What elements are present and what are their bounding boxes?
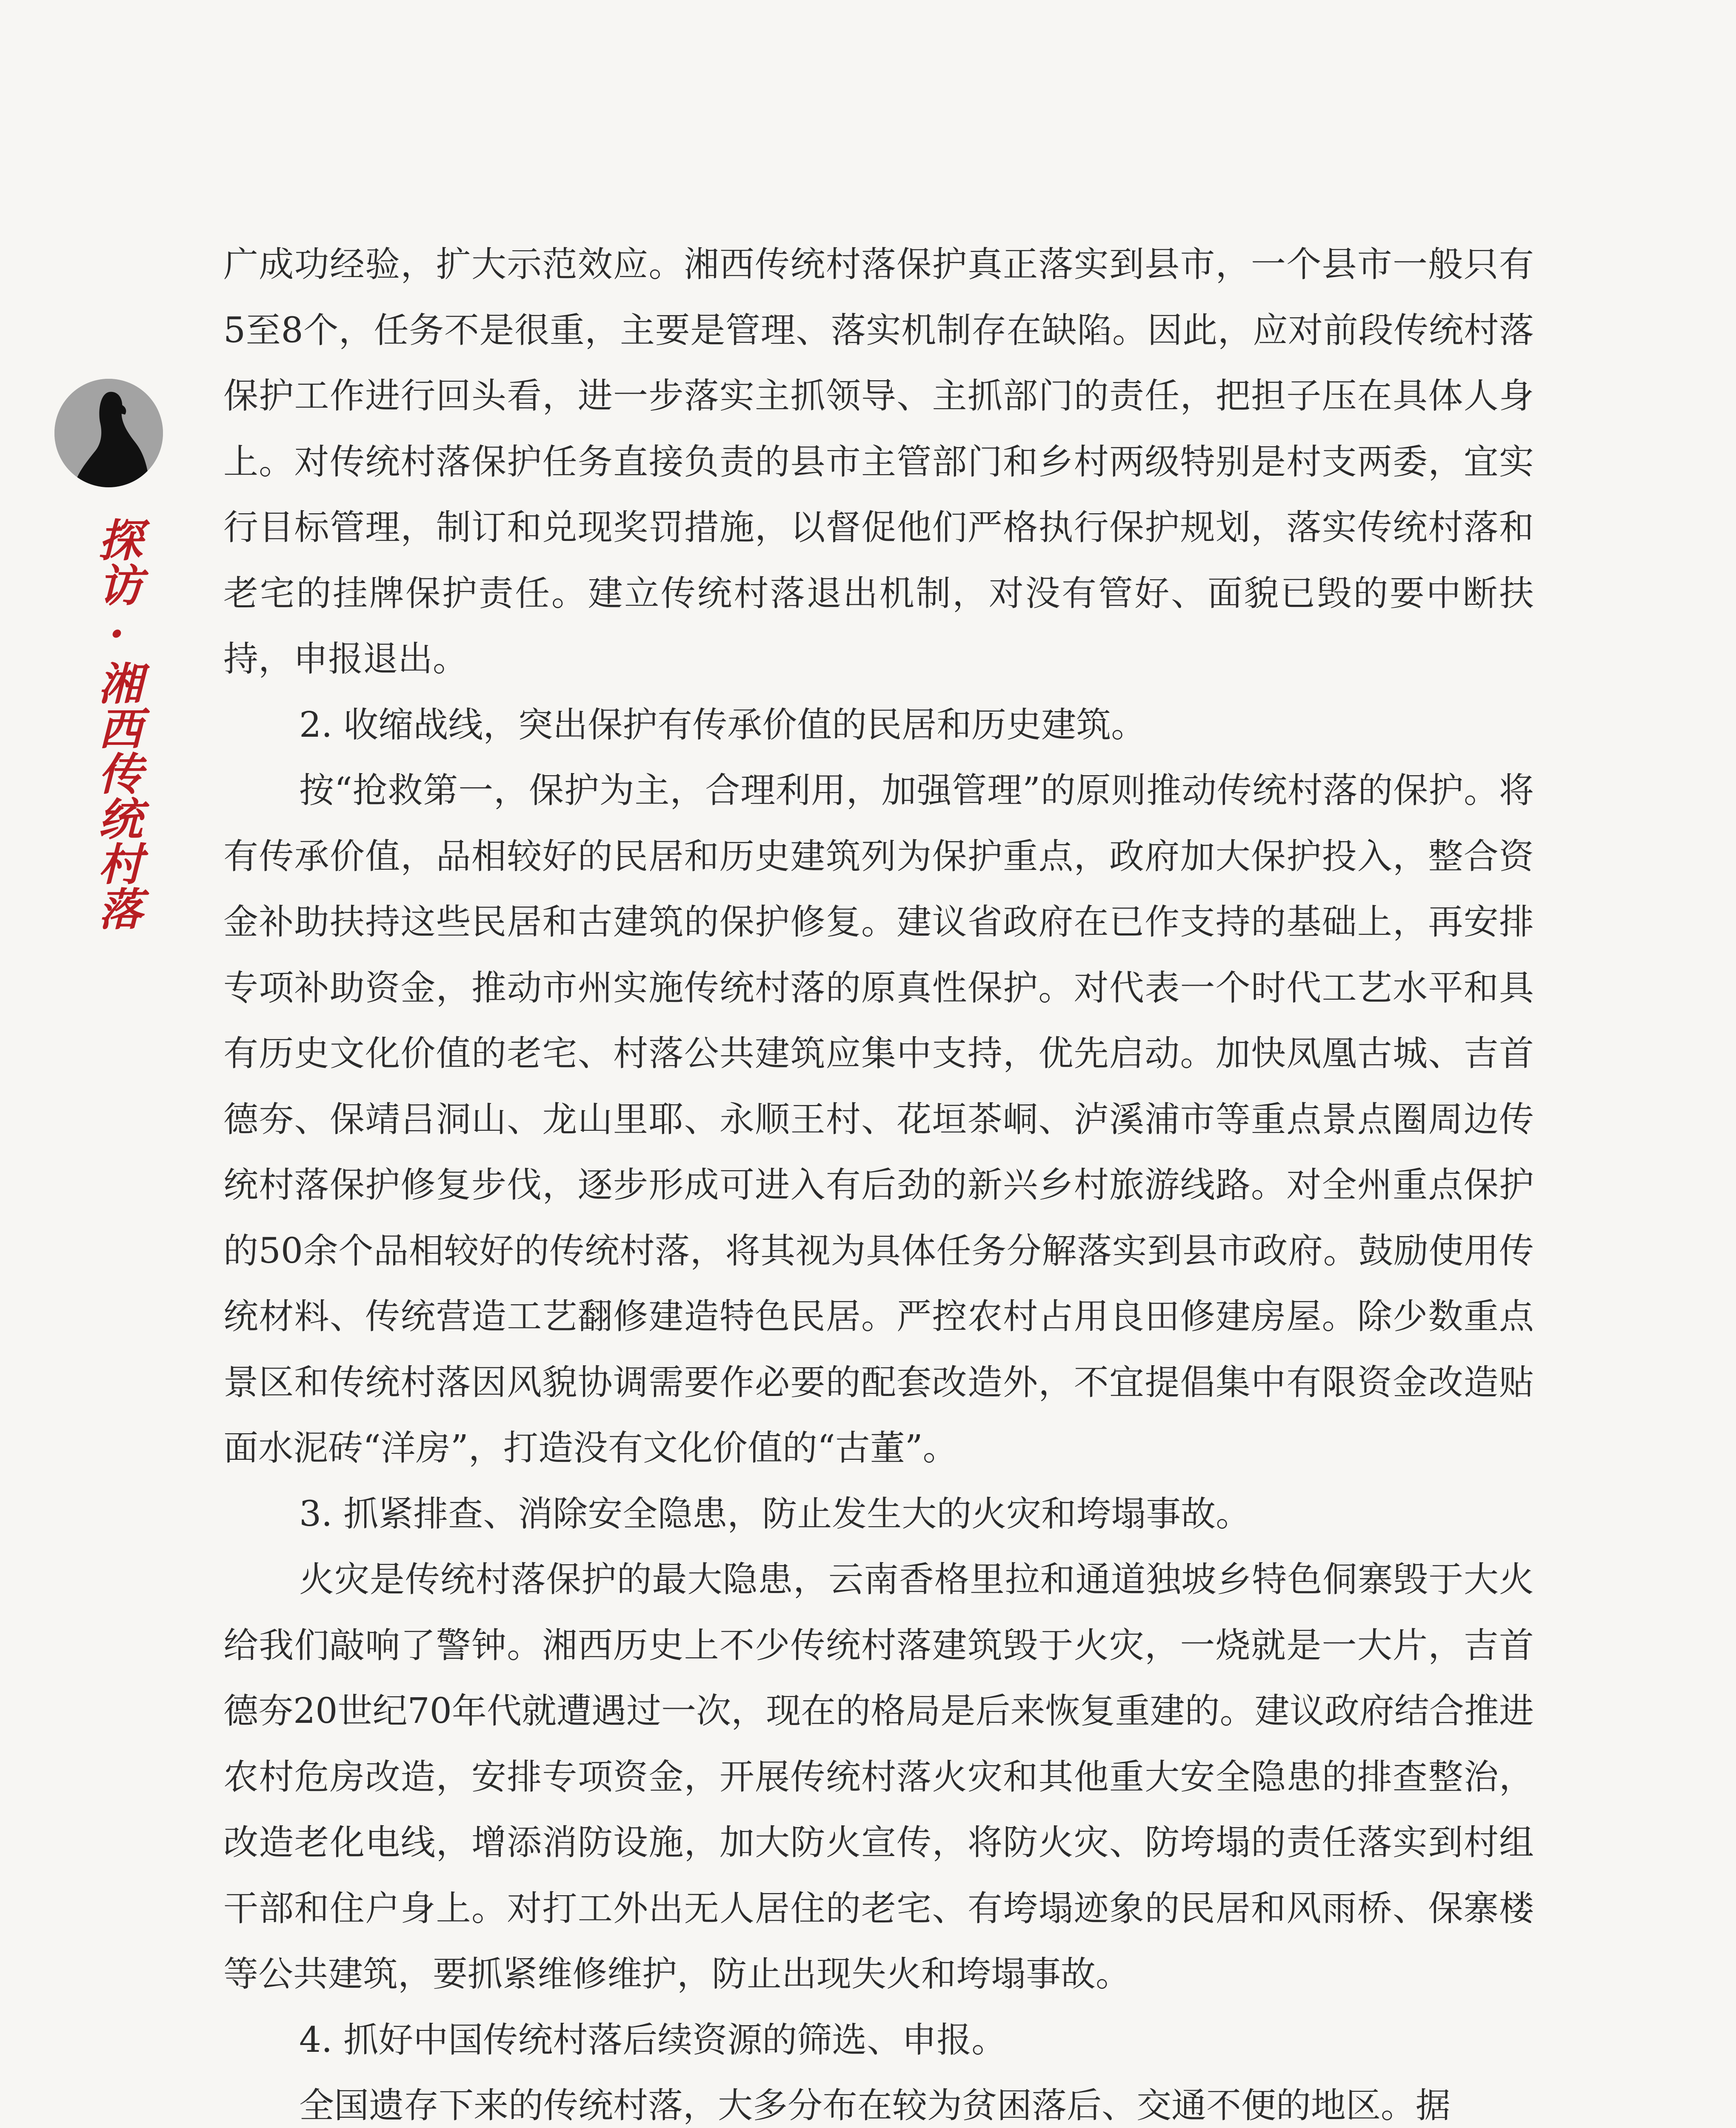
paragraph-continued: 广成功经验，扩大示范效应。湘西传统村落保护真正落实到县市，一个县市一般只有5至8个，任务不是很重，主要是管理、落实机制存在缺陷。因此，应对前段传统村落保护工作进行回头看，进一步落实主抓领导、主抓部门的责任，把担子压在具体人身上。对传统村落保护任务直接负责的县市主管部门和乡村两级特别是村支两委，宜实行目标管理，制订和兑现奖罚措施，以督促他们严格执行保护规划，落实传统村落和老宅的挂牌保护责任。建立传统村落退出机制，对没有管好、面貌已毁的要中断扶持，申报退出。 xyxy=(223,244,1534,679)
silhouette-portrait-icon xyxy=(54,379,163,487)
paragraph: 火灾是传统村落保护的最大隐患，云南香格里拉和通道独坡乡特色侗寨毁于大火给我们敲响了警钟。湘西历史上不少传统村落建筑毁于火灾，一烧就是一大片，吉首德夯20世纪70年代就遭遇过一次，现在的格局是后来恢复重建的。建议政府结合推进农村危房改造，安排专项资金，开展传统村落火灾和其他重大安全隐患的排查整治，改造老化电线，增添消防设施，加大防火宣传，将防火灾、防垮塌的责任落实到村组干部和住户身上。对打工外出无人居住的老宅、有垮塌迹象的民居和风雨桥、保寨楼等公共建筑，要抓紧维修维护，防止出现失火和垮塌事故。 xyxy=(223,1559,1534,1994)
book-title-vertical: 探访·湘西传统村落 xyxy=(91,517,143,931)
section-heading-3: 3. 抓紧排查、消除安全隐患，防止发生大的火灾和垮塌事故。 xyxy=(299,1493,1251,1534)
body-text xyxy=(223,232,1534,2128)
portrait-silhouette-graphic xyxy=(54,379,163,487)
section-heading-4: 4. 抓好中国传统村落后续资源的筛选、申报。 xyxy=(299,2019,1007,2060)
paragraph: 按“抢救第一，保护为主，合理利用，加强管理”的原则推动传统村落的保护。将有传承价值，品相较好的民居和历史建筑列为保护重点，政府加大保护投入，整合资金补助扶持这些民居和古建筑的保护修复。建议省政府在已作支持的基础上，再安排专项补助资金，推动市州实施传统村落的原真性保护。对代表一个时代工艺水平和具有历史文化价值的老宅、村落公共建筑应集中支持，优先启动。加快凤凰古城、吉首德夯、保靖吕洞山、龙山里耶、永顺王村、花垣茶峒、泸溪浦市等重点景点圈周边传统村落保护修复步伐，逐步形成可进入有后劲的新兴乡村旅游线路。对全州重点保护的50余个品相较好的传统村落，将其视为具体任务分解落实到县市政府。鼓励使用传统材料、传统营造工艺翻修建造特色民居。严控农村占用良田修建房屋。除少数重点景区和传统村落因风貌协调需要作必要的配套改造外，不宜提倡集中有限资金改造贴面水泥砖“洋房”，打造没有文化价值的“古董”。 xyxy=(223,770,1534,1468)
paragraph: 全国遗存下来的传统村落，大多分布在较为贫困落后、交通不便的地区。据 xyxy=(299,2085,1451,2126)
section-heading-2: 2. 收缩战线，突出保护有传承价值的民居和历史建筑。 xyxy=(299,704,1146,745)
